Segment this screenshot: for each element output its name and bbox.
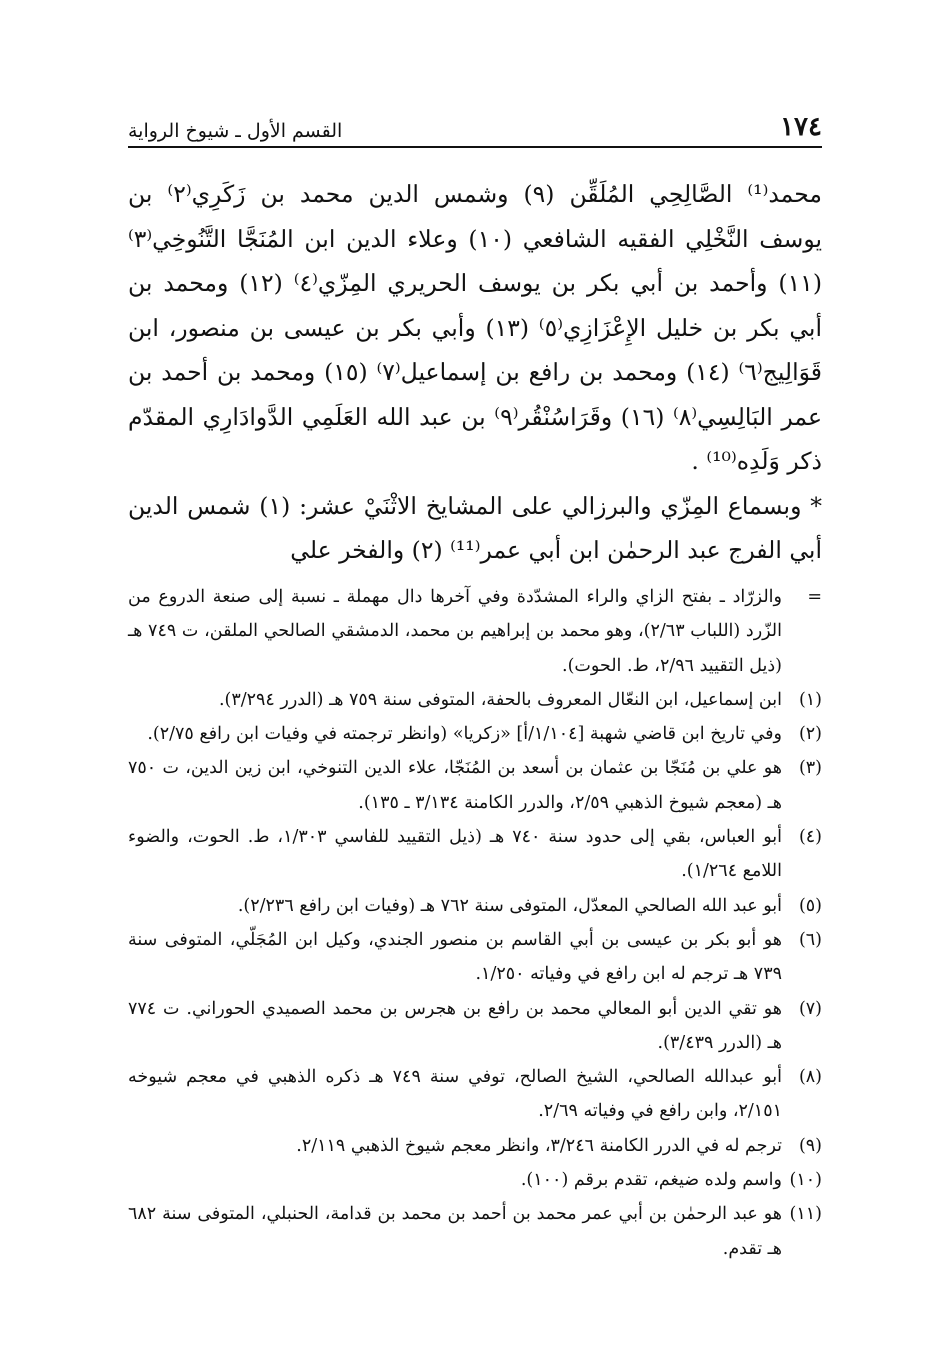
- footnote: [128, 923, 822, 992]
- footnote: [128, 992, 822, 1061]
- footnote-text: والزرّاد ـ بفتح الزاي والراء المشدّدة وفي آخرها دال مهملة ـ نسبة إلى صنعة الدروع من الزّرد (اللباب ٢/٦٣)، وهو محمد بن إبراهيم بن محمد، الدمشقي الصالحي الملقن، ت ٧٤٩ هـ (ذيل التقييد ٢/٩٦، ط. الحوت).: [128, 587, 782, 676]
- footnote: [128, 751, 822, 820]
- footnote: [128, 889, 822, 923]
- footnote-text: هو أبو بكر بن عيسى بن أبي القاسم بن منصور الجندي، وكيل ابن المُجَلّي، المتوفى سنة ٧٣٩ هـ ترجم له ابن رافع في وفياته ١/٢٥٠.: [128, 929, 782, 985]
- footnote: [128, 1060, 822, 1129]
- footnote-marker: (٧): [798, 998, 822, 1019]
- footnote-text: أبو العباس، بقي إلى حدود سنة ٧٤٠ هـ (ذيل التقييد للفاسي ١/٣٠٣، ط. الحوت، والضوء اللامع ١/٢٦٤).: [128, 827, 782, 882]
- footnote-marker: (٥): [798, 895, 822, 916]
- footnote-marker: (١٠): [789, 1170, 822, 1191]
- footnote: [128, 717, 822, 751]
- footnote-marker: (٨): [798, 1067, 822, 1088]
- footnote: [128, 1163, 822, 1197]
- footnote: [128, 820, 822, 889]
- footnote-text: هو عبد الرحمٰن بن أبي عمر محمد بن أحمد بن محمد بن قدامة، الحنبلي، المتوفى سنة ٦٨٢ هـ تقدم.: [128, 1204, 782, 1259]
- footnote-text: ترجم له في الدرر الكامنة ٣/٢٤٦، وانظر معجم شيوخ الذهبي ٢/١١٩.: [296, 1135, 782, 1156]
- footnote-text: ابن إسماعيل، ابن النعّال المعروف بالحفة، المتوفى سنة ٧٥٩ هـ (الدرر ٣/٢٩٤).: [218, 689, 782, 710]
- footnotes: [128, 580, 822, 1266]
- footnote-marker: =: [807, 587, 822, 607]
- footnote-marker: (٩): [798, 1135, 822, 1156]
- footnote-text: هو تقي الدين أبو المعالي محمد بن رافع بن هجرس بن محمد الصميدي الحوراني. ت ٧٧٤ هـ (الدرر ٣/٤٣٩).: [128, 998, 782, 1053]
- main-paragraph: محمد⁽¹⁾ الصَّالِحِي المُلَقِّن (٩) وشمس الدين محمد بن زَكَرِي⁽٢⁾ بن يوسف النَّخْلِي الفقيه الشافعي (١٠) وعلاء الدين ابن المُنَجَّا التَّنُوخِي⁽٣⁾ (١١) وأحمد بن أبي بكر بن يوسف الحريري المِزّي⁽٤⁾ (١٢) ومحمد بن أبي بكر بن خليل الإِعْزَازِي⁽٥⁾ (١٣) وأبي بكر بن عيسى بن منصور، ابن قَوَالِيج⁽٦⁾ (١٤) ومحمد بن رافع بن إسماعيل⁽٧⁾ (١٥) ومحمد بن أحمد بن عمر البَالِسِي⁽٨⁾ (١٦) وقَرَاسُنْقُر⁽٩⁾ بن عبد الله العَلَمِي الدَّوادَارِي المقدّم ذكر وَلَدِه⁽¹⁰⁾ .: [128, 180, 823, 475]
- page-header: [128, 104, 822, 148]
- footnote-text: أبو عبد الله الصالحي المعدّل، المتوفى سنة ٧٦٢ هـ (وفيات ابن رافع ٢/٢٣٦).: [237, 895, 782, 916]
- footnote-marker: (٢): [798, 724, 822, 745]
- footnote-text: وفي تاريخ ابن قاضي شهبة [١/١٠٤/أ] «زكريا» (وانظر ترجمته في وفيات ابن رافع ٢/٧٥).: [147, 724, 782, 745]
- footnote-marker: (٦): [798, 929, 822, 950]
- footnote-text: واسم ولده ضيغم، تقدم برقم (١٠٠).: [520, 1170, 782, 1191]
- footnote-continuation: [128, 580, 822, 683]
- footnote-marker: (٣): [798, 758, 822, 779]
- main-text: [128, 172, 822, 573]
- footnote-marker: (١١): [789, 1204, 822, 1225]
- footnote-marker: (١): [798, 689, 822, 710]
- footnote: [128, 1197, 822, 1266]
- footnote: [128, 683, 822, 717]
- running-title: القسم الأول ـ شيوخ الرواية: [128, 120, 343, 142]
- footnote-text: أبو عبدالله الصالحي، الشيخ الصالح، توفي سنة ٧٤٩ هـ ذكره الذهبي في معجم شيوخه ٢/١٥١، وابن رافع في وفياته ٢/٦٩.: [128, 1067, 782, 1122]
- main-paragraph: * وبسماع المِزّي والبرزالي على المشايخ الاثْنَيْ عشر: (١) شمس الدين أبي الفرج عبد الرحمٰن ابن أبي عمر⁽¹¹⁾ (٢) والفخر علي: [128, 491, 822, 564]
- footnote-text: هو علي بن مُنَجّا بن عثمان بن أسعد بن المُنَجّا، علاء الدين التنوخي، ابن زين الدين، ت ٧٥٠ هـ (معجم شيوخ الذهبي ٢/٥٩، والدرر الكامنة ٣/١٣٤ ـ ١٣٥).: [128, 758, 782, 813]
- footnote-marker: (٤): [798, 827, 822, 848]
- page-number: ١٧٤: [780, 112, 822, 142]
- footnote: [128, 1129, 822, 1163]
